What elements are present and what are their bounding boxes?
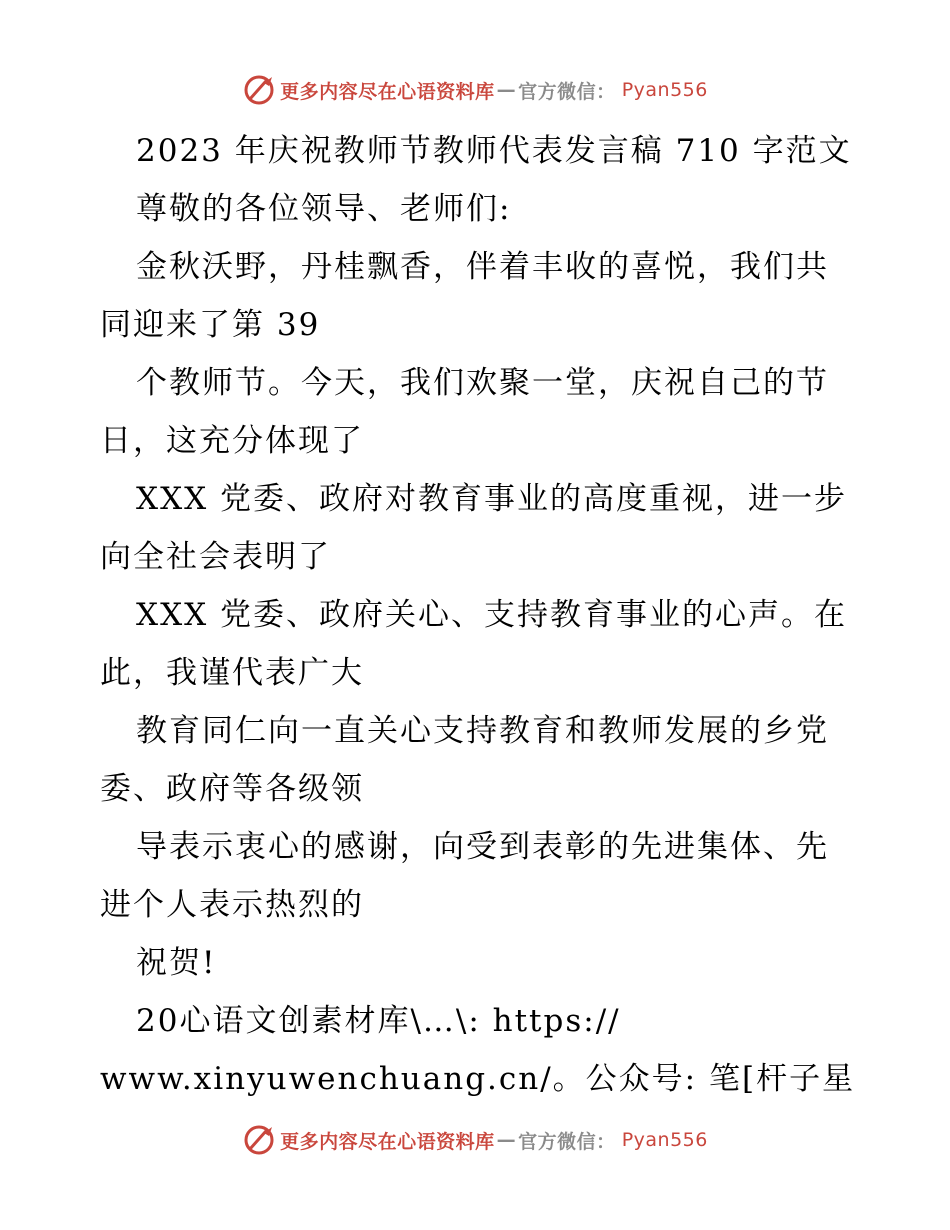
doc-line: 个教师节。今天，我们欢聚一堂，庆祝自己的节: [136, 365, 829, 401]
watermark-site: 更多内容尽在心语资料库: [280, 80, 495, 103]
doc-line: 金秋沃野，丹桂飘香，伴着丰收的喜悦，我们共: [136, 249, 829, 285]
watermark-wechat-label: 官方微信：: [518, 80, 616, 103]
brush-logo-icon: [242, 73, 276, 107]
brush-logo-icon: [242, 1123, 276, 1157]
doc-line: 向全社会表明了: [100, 539, 331, 575]
watermark-site: 更多内容尽在心语资料库: [280, 1130, 495, 1153]
doc-title: 2023 年庆祝教师节教师代表发言稿 710 字范文: [136, 133, 852, 169]
watermark-dash: —: [496, 1129, 517, 1151]
document-body: [100, 122, 860, 1108]
header-watermark: [0, 70, 950, 110]
doc-line: XXX 党委、政府对教育事业的高度重视，进一步: [136, 481, 848, 517]
doc-line: 20心语文创素材库\…\: https://: [136, 1003, 621, 1039]
footer-watermark: [0, 1120, 950, 1160]
doc-line: 日，这充分体现了: [100, 423, 364, 459]
watermark-wechat-label: 官方微信：: [518, 1130, 616, 1153]
watermark-dash: —: [496, 79, 517, 101]
watermark-wechat-id: Pyan556: [621, 1129, 708, 1151]
doc-line: 同迎来了第 39: [100, 307, 321, 343]
doc-line: 教育同仁向一直关心支持教育和教师发展的乡党: [136, 713, 829, 749]
doc-line: XXX 党委、政府关心、支持教育事业的心声。在: [136, 597, 848, 633]
doc-line: 进个人表示热烈的: [100, 887, 364, 923]
doc-line: 祝贺!: [136, 945, 217, 981]
doc-salutation: 尊敬的各位领导、老师们:: [136, 191, 512, 227]
doc-line: www.xinyuwenchuang.cn/。公众号: 笔[杆子星: [100, 1061, 856, 1097]
doc-line: 此，我谨代表广大: [100, 655, 364, 691]
doc-line: 委、政府等各级领: [100, 771, 364, 807]
doc-line: 导表示衷心的感谢，向受到表彰的先进集体、先: [136, 829, 829, 865]
watermark-wechat-id: Pyan556: [621, 79, 708, 101]
